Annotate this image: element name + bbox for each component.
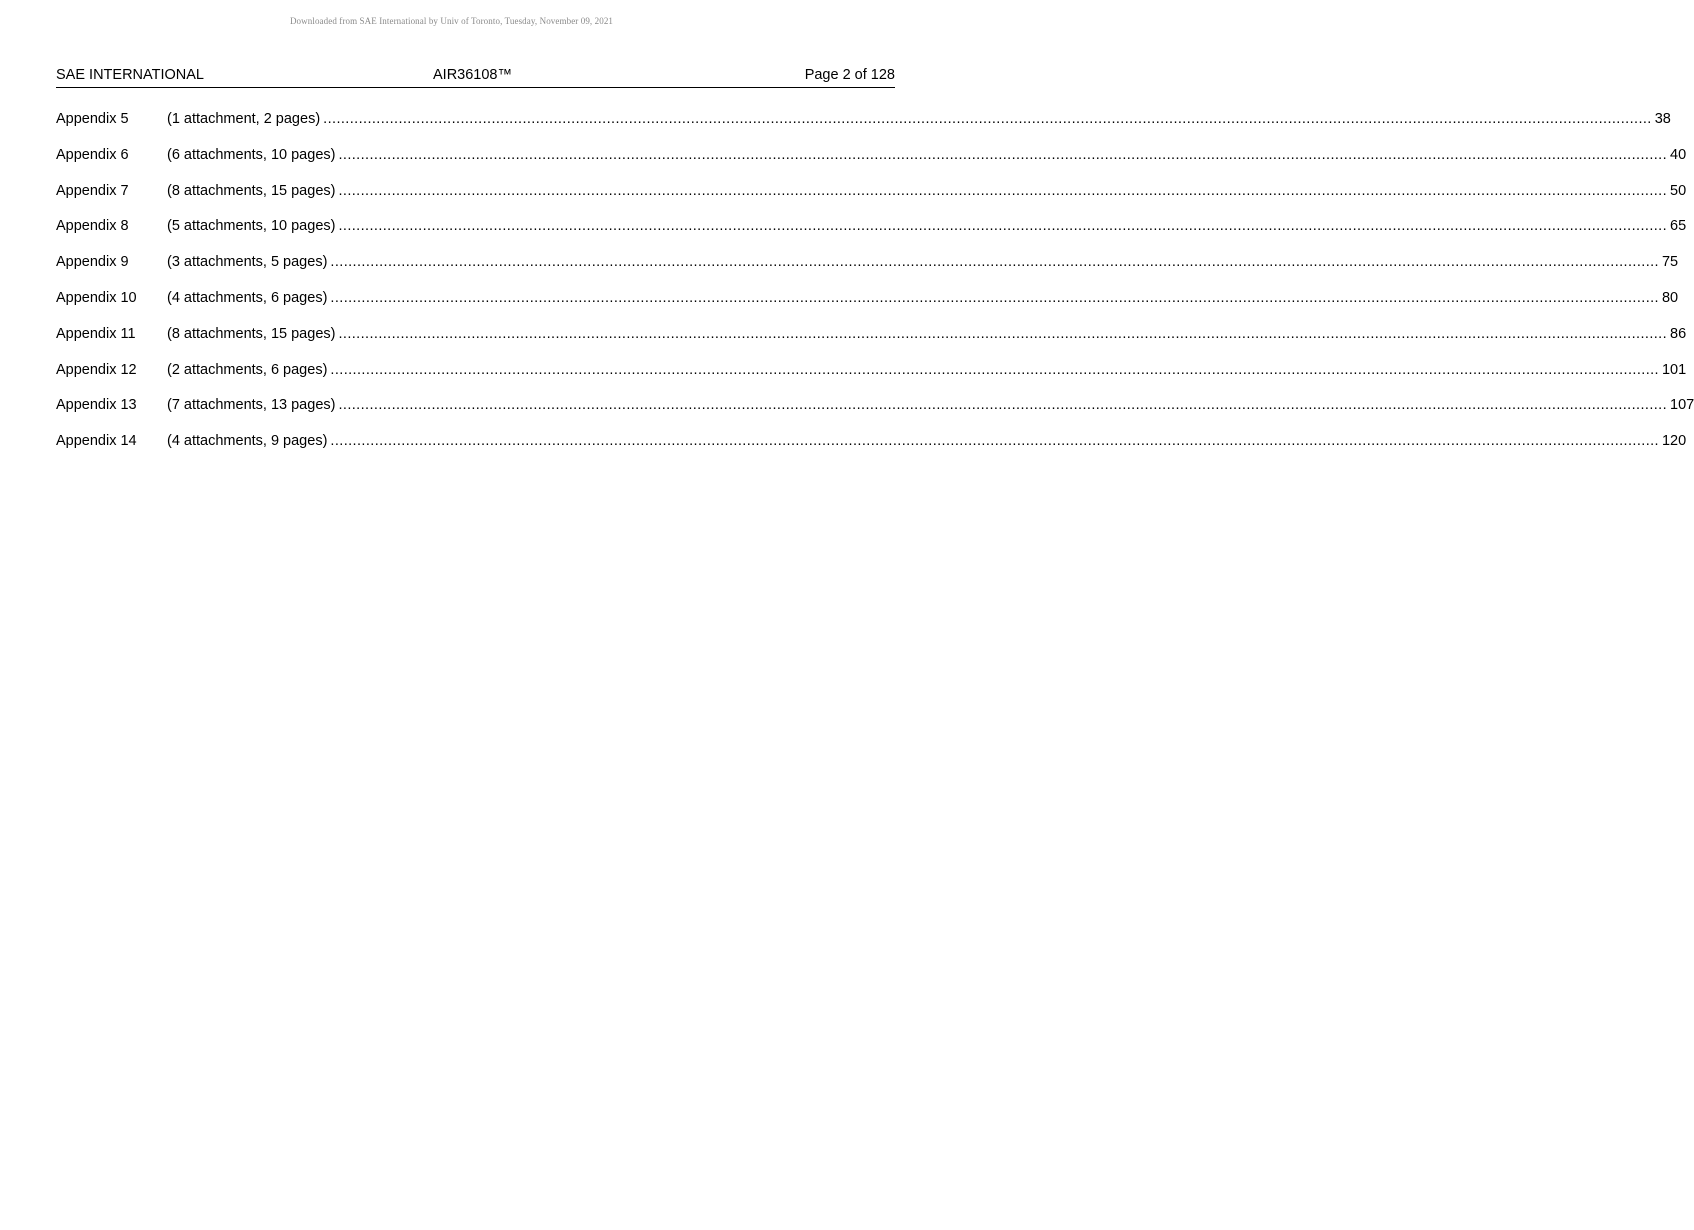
toc-entry-appendix-13[interactable] <box>56 395 1694 431</box>
toc-entry-page: 38 <box>1654 111 1671 127</box>
toc-entry-appendix-11[interactable] <box>56 324 1687 360</box>
toc-entry-description: (4 attachments, 6 pages) <box>167 289 328 306</box>
toc-entry-description: (3 attachments, 5 pages) <box>167 254 328 271</box>
toc-entry-description: (8 attachments, 15 pages) <box>167 325 336 342</box>
toc-dot-leader: ............................................................................................................................................................................................................................................................................................................ <box>338 182 1668 199</box>
toc-entry-appendix-5[interactable] <box>56 109 1671 145</box>
table-of-contents <box>56 109 1694 467</box>
toc-dot-leader: ............................................................................................................................................................................................................................................................................................................ <box>323 111 1652 127</box>
toc-entry-label: Appendix 6 <box>56 146 129 163</box>
toc-entry-page: 101 <box>1661 361 1687 378</box>
toc-entry-appendix-10[interactable] <box>56 288 1679 324</box>
header-organization: SAE INTERNATIONAL <box>56 67 204 83</box>
toc-entry-description: (2 attachments, 6 pages) <box>167 361 328 378</box>
toc-entry-label: Appendix 8 <box>56 218 129 235</box>
toc-entry-label: Appendix 11 <box>56 325 136 342</box>
toc-entry-page: 50 <box>1670 182 1687 199</box>
toc-dot-leader: ............................................................................................................................................................................................................................................................................................................ <box>330 433 1659 450</box>
toc-entry-appendix-14[interactable] <box>56 431 1687 467</box>
toc-entry-label: Appendix 7 <box>56 182 129 199</box>
toc-entry-page: 120 <box>1661 433 1687 450</box>
header-document-id: AIR36108™ <box>433 67 512 83</box>
toc-entry-appendix-7[interactable] <box>56 181 1687 217</box>
toc-entry-page: 40 <box>1670 146 1687 163</box>
toc-entry-label: Appendix 5 <box>56 111 129 127</box>
toc-entry-label: Appendix 10 <box>56 289 137 306</box>
toc-dot-leader: ............................................................................................................................................................................................................................................................................................................ <box>338 218 1668 235</box>
toc-entry-description: (8 attachments, 15 pages) <box>167 182 336 199</box>
toc-entry-description: (1 attachment, 2 pages) <box>167 111 321 127</box>
toc-entry-description: (6 attachments, 10 pages) <box>167 146 336 163</box>
toc-entry-appendix-8[interactable] <box>56 216 1687 252</box>
toc-entry-label: Appendix 12 <box>56 361 137 378</box>
toc-entry-label: Appendix 13 <box>56 397 137 414</box>
toc-entry-appendix-6[interactable] <box>56 145 1687 181</box>
page-header <box>56 66 895 88</box>
toc-entry-page: 107 <box>1670 397 1694 414</box>
toc-entry-description: (7 attachments, 13 pages) <box>167 397 336 414</box>
toc-dot-leader: ............................................................................................................................................................................................................................................................................................................ <box>338 325 1668 342</box>
toc-entry-page: 86 <box>1670 325 1687 342</box>
download-watermark: Downloaded from SAE International by Univ of Toronto, Tuesday, November 09, 2021 <box>289 16 614 26</box>
toc-entry-page: 75 <box>1661 254 1679 271</box>
toc-dot-leader: ............................................................................................................................................................................................................................................................................................................ <box>330 289 1659 306</box>
toc-dot-leader: ............................................................................................................................................................................................................................................................................................................ <box>338 397 1668 414</box>
toc-entry-appendix-9[interactable] <box>56 252 1679 288</box>
toc-dot-leader: ............................................................................................................................................................................................................................................................................................................ <box>330 254 1659 271</box>
toc-entry-description: (4 attachments, 9 pages) <box>167 433 328 450</box>
toc-entry-page: 65 <box>1670 218 1687 235</box>
toc-dot-leader: ............................................................................................................................................................................................................................................................................................................ <box>338 146 1668 163</box>
toc-entry-page: 80 <box>1661 289 1679 306</box>
header-page-indicator: Page 2 of 128 <box>804 67 895 83</box>
toc-entry-label: Appendix 14 <box>56 433 137 450</box>
toc-dot-leader: ............................................................................................................................................................................................................................................................................................................ <box>330 361 1659 378</box>
toc-entry-description: (5 attachments, 10 pages) <box>167 218 336 235</box>
toc-entry-appendix-12[interactable] <box>56 360 1687 396</box>
toc-entry-label: Appendix 9 <box>56 254 129 271</box>
